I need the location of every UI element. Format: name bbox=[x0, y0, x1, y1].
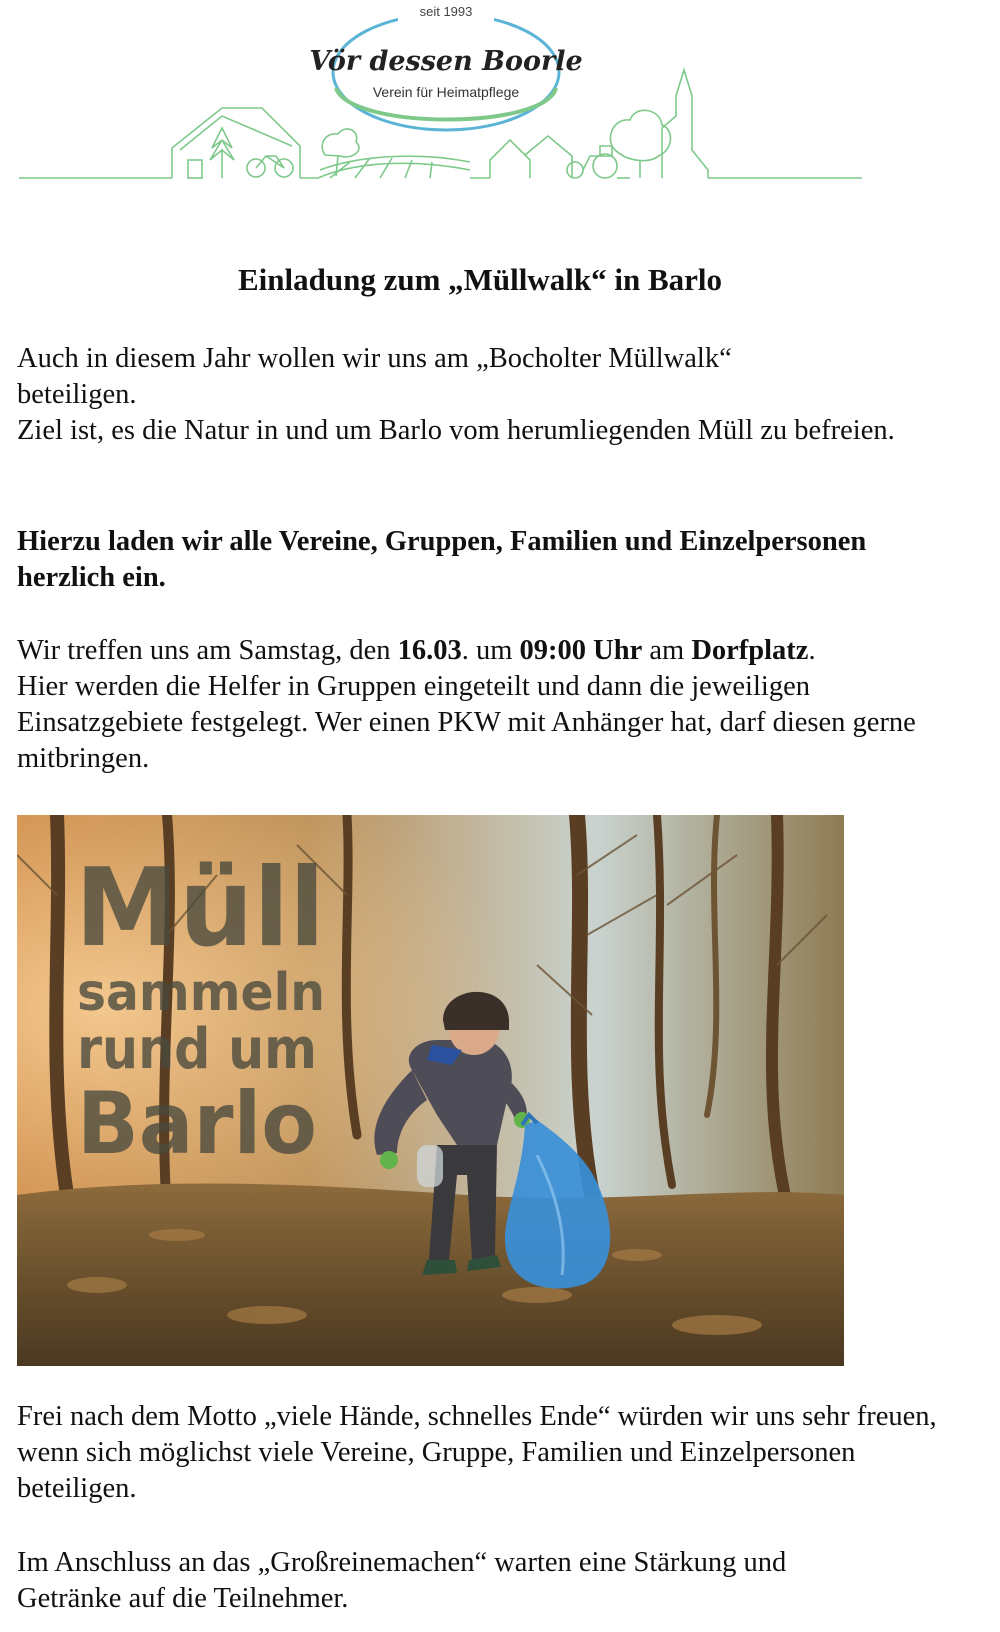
invite-paragraph bbox=[17, 524, 947, 596]
logo-name: Vör dessen Boorle bbox=[309, 46, 583, 77]
intro-line-2: Ziel ist, es die Natur in und um Barlo vom herumliegenden Müll zu befreien. bbox=[17, 415, 895, 446]
photo-overlay-text bbox=[75, 846, 325, 1174]
closing-paragraph bbox=[17, 1545, 947, 1617]
overlay-line-2: sammeln bbox=[77, 963, 325, 1023]
logo-since: seit 1993 bbox=[419, 4, 473, 19]
meeting-details: Hier werden die Helfer in Gruppen eingeteilt und dann die jeweiligen Einsatzgebiete festgelegt. Wer einen PKW mit Anhänger hat, darf diesen gerne mitbringen. bbox=[17, 671, 916, 774]
overlay-line-1: Müll bbox=[75, 846, 325, 971]
meeting-paragraph bbox=[17, 633, 947, 777]
meeting-line: Wir treffen uns am Samstag, den 16.03. um 09:00 Uhr am Dorfplatz. bbox=[17, 635, 816, 666]
logo-subtitle: Verein für Heimatpflege bbox=[372, 84, 520, 100]
intro-line-1: Auch in diesem Jahr wollen wir uns am „Bocholter Müllwalk“ beteiligen. bbox=[17, 343, 732, 410]
cleanup-photo bbox=[17, 815, 844, 1366]
invite-text: Hierzu laden wir alle Vereine, Gruppen, Familien und Einzelpersonen herzlich ein. bbox=[17, 526, 867, 593]
motto-text: Frei nach dem Motto „viele Hände, schnelles Ende“ würden wir uns sehr freuen, wenn sich möglichst viele Vereine, Gruppe, Familien und Einzelpersonen beteiligen. bbox=[17, 1401, 937, 1504]
motto-paragraph bbox=[17, 1399, 947, 1507]
header-logo bbox=[0, 0, 1000, 190]
overlay-line-4: Barlo bbox=[77, 1074, 317, 1174]
page-title: Einladung zum „Müllwalk“ in Barlo bbox=[237, 262, 723, 297]
overlay-line-3: rund um bbox=[77, 1017, 317, 1082]
meeting-place: Dorfplatz bbox=[691, 635, 809, 666]
meeting-time: 09:00 Uhr bbox=[519, 635, 643, 666]
meeting-date: 16.03 bbox=[397, 635, 462, 666]
closing-text: Im Anschluss an das „Großreinemachen“ warten eine Stärkung und Getränke auf die Teilnehmer. bbox=[17, 1547, 787, 1614]
intro-paragraph bbox=[17, 341, 947, 449]
